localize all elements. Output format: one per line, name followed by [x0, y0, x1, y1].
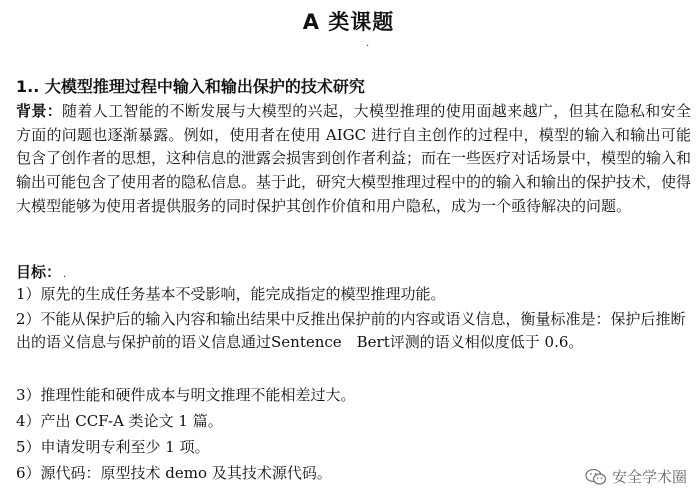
- goal-item-2: 2）不能从保护后的输入内容和输出结果中反推出保护前的内容或语义信息，衡量标准是：保护后推断出的语义信息与保护前的语义信息通过Sentence Bert评测的语义相似度低于 0.6。: [16, 310, 686, 351]
- watermark: [585, 466, 687, 487]
- goal-item-4: 4）产出 CCF-A 类论文 1 篇。: [16, 412, 223, 430]
- stray-dot: .: [366, 38, 370, 49]
- page-title: A 类课题: [302, 10, 395, 34]
- background-paragraph: [16, 100, 691, 219]
- topic-heading: 1.. 大模型推理过程中输入和输出保护的技术研究: [16, 77, 365, 96]
- goals-label: 目标：: [16, 263, 62, 281]
- goal-item-1: 1）原先的生成任务基本不受影响，能完成指定的模型推理功能。: [16, 285, 446, 303]
- watermark-text: 安全学术圈: [611, 468, 687, 486]
- background-text: 随着人工智能的不断发展与大模型的兴起，大模型推理的使用面越来越广，但其在隐私和安全方面的问题也逐渐暴露。例如，使用者在使用 AIGC 进行自主创作的过程中，模型的输入和输出可能包含了创作者的思想，这种信息的泄露会损害到创作者利益；而在一些医疗对话场景中，模型的输入和输出可能包含了使用者的隐私信息。基于此，研究大模型推理过程中的的输入和输出的保护技术，使得大模型能够为使用者提供服务的同时保护其创作价值和用户隐私，成为一个亟待解决的问题。: [16, 102, 692, 215]
- background-label: 背景：: [16, 102, 63, 120]
- goal-item-3: 3）推理性能和硬件成本与明文推理不能相差过大。: [16, 386, 356, 404]
- goal-item-6: 6）源代码：原型技术 demo 及其技术源代码。: [16, 464, 332, 482]
- goals-trail-dot: .: [63, 269, 67, 280]
- goal-item-5: 5）申请发明专利至少 1 项。: [16, 438, 210, 456]
- goals-heading: [16, 261, 66, 282]
- wechat-icon: [585, 468, 607, 486]
